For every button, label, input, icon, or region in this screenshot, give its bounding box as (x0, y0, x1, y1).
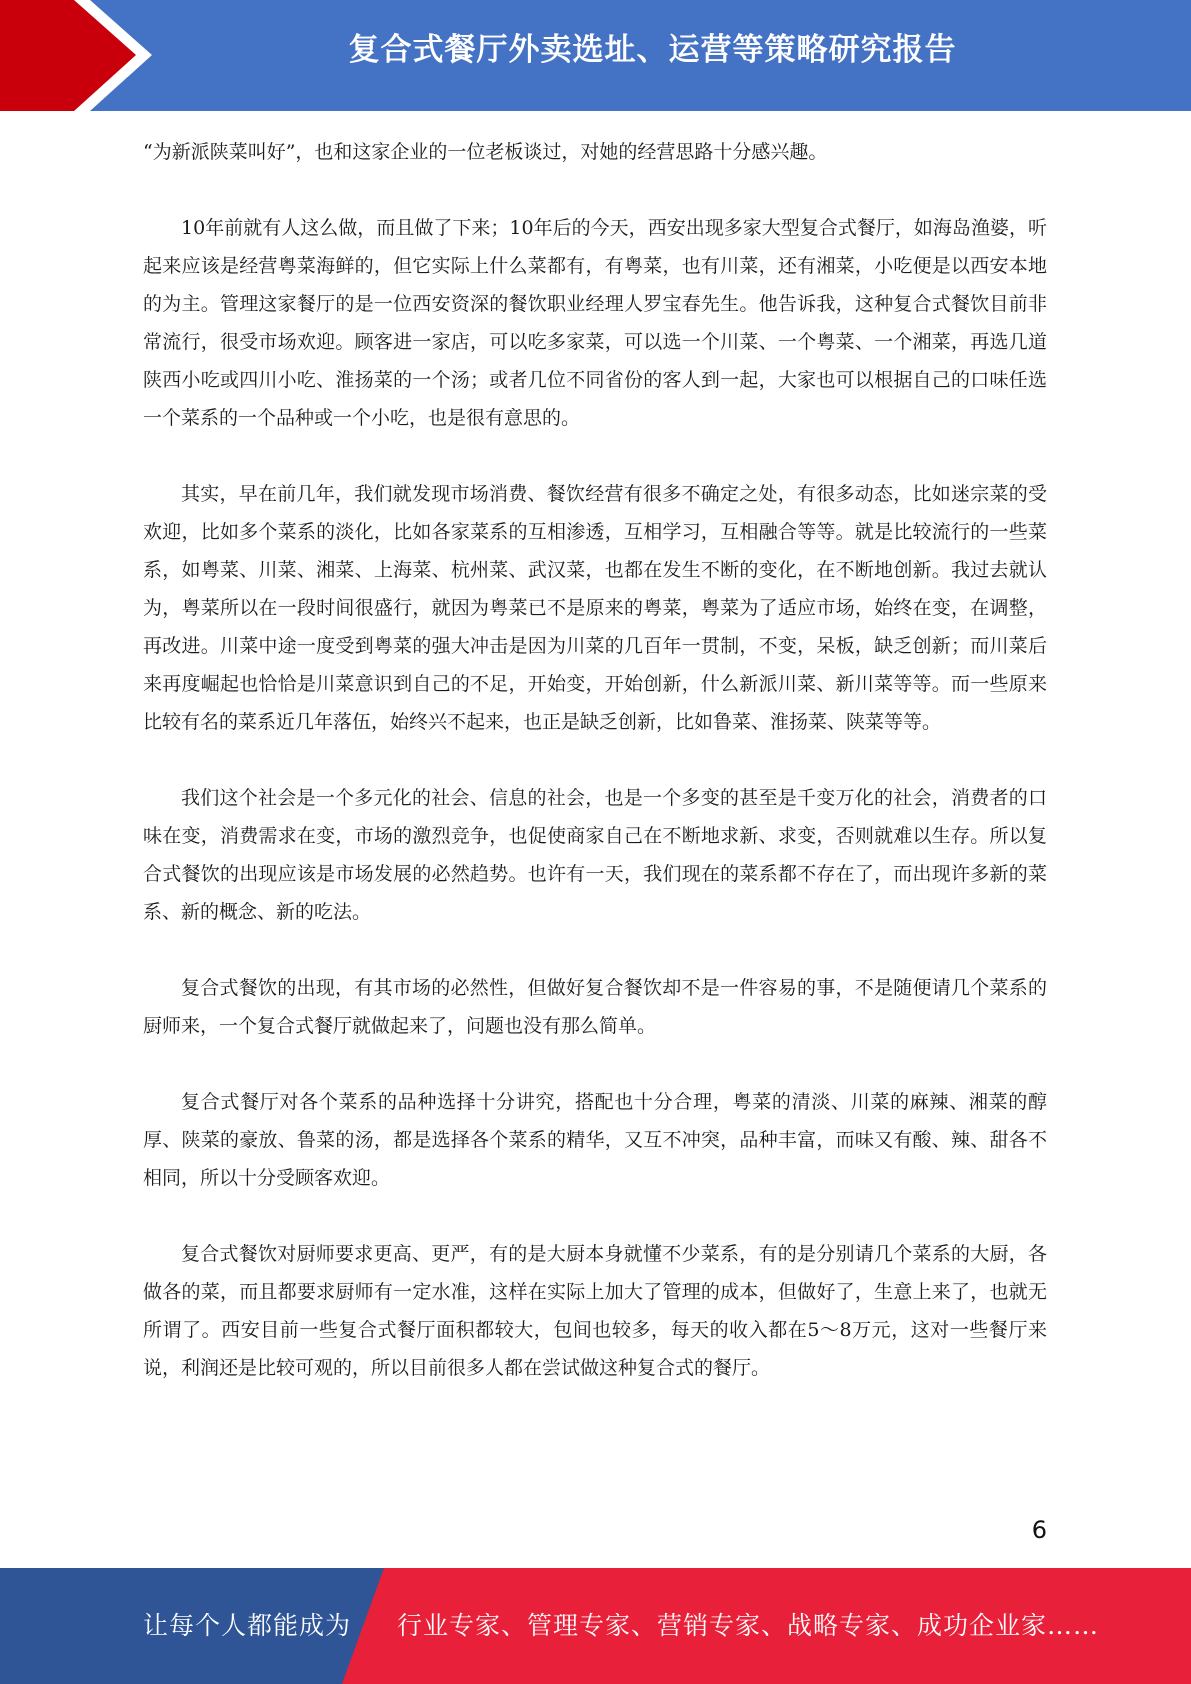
footer-slogan-left: 让每个人都能成为 (143, 1611, 352, 1640)
page-title: 复合式餐厅外卖选址、运营等策略研究报告 (348, 32, 957, 68)
paragraph-1: “为新派陕菜叫好”，也和这家企业的一位老板谈过，对她的经营思路十分感兴趣。 (143, 141, 828, 163)
footer-banner (0, 1568, 1191, 1684)
header-banner (0, 0, 1191, 111)
paragraph-2: 10年前就有人这么做，而且做了下来；10年后的今天，西安出现多家大型复合式餐厅，如海岛渔婆，听起来应该是经营粤菜海鲜的，但它实际上什么菜都有，有粤菜，也有川菜，还有湘菜，小吃便是以西安本地的为主。管理这家餐厅的是一位西安资深的餐饮职业经理人罗宝春先生。他告诉我，这种复合式餐饮目前非常流行，很受市场欢迎。顾客进一家店，可以吃多家菜，可以选一个川菜、一个粤菜、一个湘菜，再选几道陕西小吃或四川小吃、淮扬菜的一个汤；或者几位不同省份的客人到一起，大家也可以根据自己的口味任选一个菜系的一个品种或一个小吃，也是很有意思的。 (143, 217, 1047, 429)
page-number: 6 (1031, 1516, 1047, 1544)
paragraph-4: 我们这个社会是一个多元化的社会、信息的社会，也是一个多变的甚至是千变万化的社会，消费者的口味在变，消费需求在变，市场的激烈竞争，也促使商家自己在不断地求新、求变，否则就难以生存。所以复合式餐饮的出现应该是市场发展的必然趋势。也许有一天，我们现在的菜系都不存在了，而出现许多新的菜系、新的概念、新的吃法。 (143, 787, 1047, 923)
document-body (143, 133, 1047, 1425)
paragraph-3: 其实，早在前几年，我们就发现市场消费、餐饮经营有很多不确定之处，有很多动态，比如迷宗菜的受欢迎，比如多个菜系的淡化，比如各家菜系的互相渗透，互相学习，互相融合等等。就是比较流行的一些菜系，如粤菜、川菜、湘菜、上海菜、杭州菜、武汉菜，也都在发生不断的变化，在不断地创新。我过去就认为，粤菜所以在一段时间很盛行，就因为粤菜已不是原来的粤菜，粤菜为了适应市场，始终在变，在调整，再改进。川菜中途一度受到粤菜的强大冲击是因为川菜的几百年一贯制，不变，呆板，缺乏创新；而川菜后来再度崛起也恰恰是川菜意识到自己的不足，开始变，开始创新，什么新派川菜、新川菜等等。而一些原来比较有名的菜系近几年落伍，始终兴不起来，也正是缺乏创新，比如鲁菜、淮扬菜、陕菜等等。 (143, 483, 1047, 733)
paragraph-6: 复合式餐厅对各个菜系的品种选择十分讲究，搭配也十分合理，粤菜的清淡、川菜的麻辣、湘菜的醇厚、陕菜的豪放、鲁菜的汤，都是选择各个菜系的精华，又互不冲突，品种丰富，而味又有酸、辣、甜各不相同，所以十分受顾客欢迎。 (143, 1091, 1047, 1189)
paragraph-7: 复合式餐饮对厨师要求更高、更严，有的是大厨本身就懂不少菜系，有的是分别请几个菜系的大厨，各做各的菜，而且都要求厨师有一定水准，这样在实际上加大了管理的成本，但做好了，生意上来了，也就无所谓了。西安目前一些复合式餐厅面积都较大，包间也较多，每天的收入都在5～8万元，这对一些餐厅来说，利润还是比较可观的，所以目前很多人都在尝试做这种复合式的餐厅。 (143, 1243, 1047, 1379)
footer-slogan-right: 行业专家、管理专家、营销专家、战略专家、成功企业家…… (397, 1611, 1100, 1640)
paragraph-5: 复合式餐饮的出现，有其市场的必然性，但做好复合餐饮却不是一件容易的事，不是随便请几个菜系的厨师来，一个复合式餐厅就做起来了，问题也没有那么简单。 (143, 977, 1047, 1037)
